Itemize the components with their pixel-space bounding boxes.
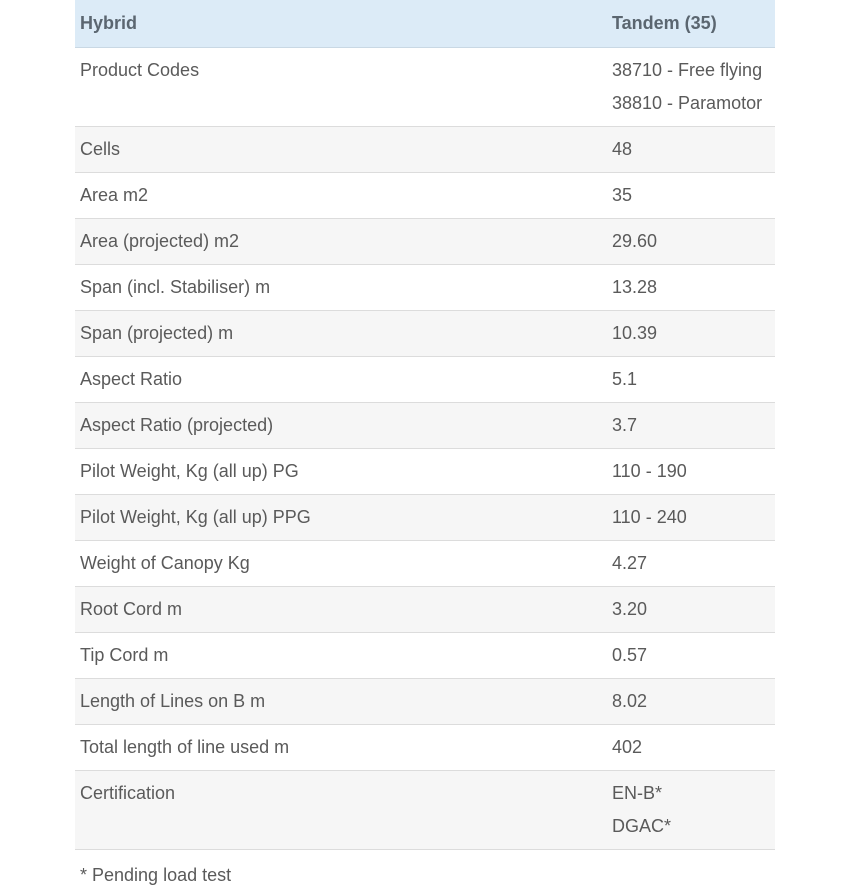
row-label: Pilot Weight, Kg (all up) PG bbox=[80, 460, 299, 481]
table-row bbox=[75, 310, 775, 356]
row-value: 110 - 190 bbox=[612, 460, 687, 481]
table-row-certification bbox=[75, 770, 775, 849]
table-row bbox=[75, 586, 775, 632]
row-value bbox=[607, 770, 775, 849]
table-row bbox=[75, 494, 775, 540]
row-label: Cells bbox=[80, 138, 121, 159]
certification-dgac: DGAC* bbox=[612, 815, 672, 836]
table-row bbox=[75, 264, 775, 310]
table-row bbox=[75, 632, 775, 678]
spec-table bbox=[75, 0, 775, 850]
row-label: Aspect Ratio (projected) bbox=[80, 414, 274, 435]
header-value: Tandem (35) bbox=[612, 13, 717, 33]
table-header-row bbox=[75, 0, 775, 47]
row-label: Area m2 bbox=[80, 184, 149, 205]
table-row bbox=[75, 402, 775, 448]
product-code-free-flying: 38710 - Free flying bbox=[612, 59, 763, 80]
table-row bbox=[75, 678, 775, 724]
table-row bbox=[75, 172, 775, 218]
table-row-product-codes bbox=[75, 47, 775, 126]
row-value bbox=[607, 47, 775, 126]
row-value: 402 bbox=[612, 736, 643, 757]
row-label: Product Codes bbox=[80, 59, 200, 80]
table-row bbox=[75, 218, 775, 264]
row-label: Aspect Ratio bbox=[80, 368, 183, 389]
row-label: Area (projected) m2 bbox=[80, 230, 240, 251]
row-label: Root Cord m bbox=[80, 598, 183, 619]
row-value: 3.20 bbox=[612, 598, 648, 619]
table-row bbox=[75, 126, 775, 172]
row-label: Certification bbox=[80, 782, 176, 803]
row-label: Pilot Weight, Kg (all up) PPG bbox=[80, 506, 311, 527]
row-value: 10.39 bbox=[612, 322, 658, 343]
product-code-paramotor: 38810 - Paramotor bbox=[612, 92, 763, 113]
row-label: Total length of line used m bbox=[80, 736, 290, 757]
row-value: 0.57 bbox=[612, 644, 648, 665]
row-value: 5.1 bbox=[612, 368, 638, 389]
row-value: 3.7 bbox=[612, 414, 638, 435]
table-row bbox=[75, 724, 775, 770]
row-label: Length of Lines on B m bbox=[80, 690, 266, 711]
header-label: Hybrid bbox=[80, 13, 138, 33]
row-value: 8.02 bbox=[612, 690, 648, 711]
row-value: 4.27 bbox=[612, 552, 648, 573]
row-label: Span (projected) m bbox=[80, 322, 234, 343]
table-row bbox=[75, 540, 775, 586]
row-value: 110 - 240 bbox=[612, 506, 687, 527]
footnote: * Pending load test bbox=[80, 865, 232, 885]
certification-en: EN-B* bbox=[612, 782, 663, 803]
row-value: 29.60 bbox=[612, 230, 658, 251]
row-label: Weight of Canopy Kg bbox=[80, 552, 250, 573]
row-value: 48 bbox=[612, 138, 633, 159]
table-row bbox=[75, 356, 775, 402]
row-value: 35 bbox=[612, 184, 633, 205]
row-value: 13.28 bbox=[612, 276, 658, 297]
row-label: Tip Cord m bbox=[80, 644, 169, 665]
table-row bbox=[75, 448, 775, 494]
row-label: Span (incl. Stabiliser) m bbox=[80, 276, 271, 297]
